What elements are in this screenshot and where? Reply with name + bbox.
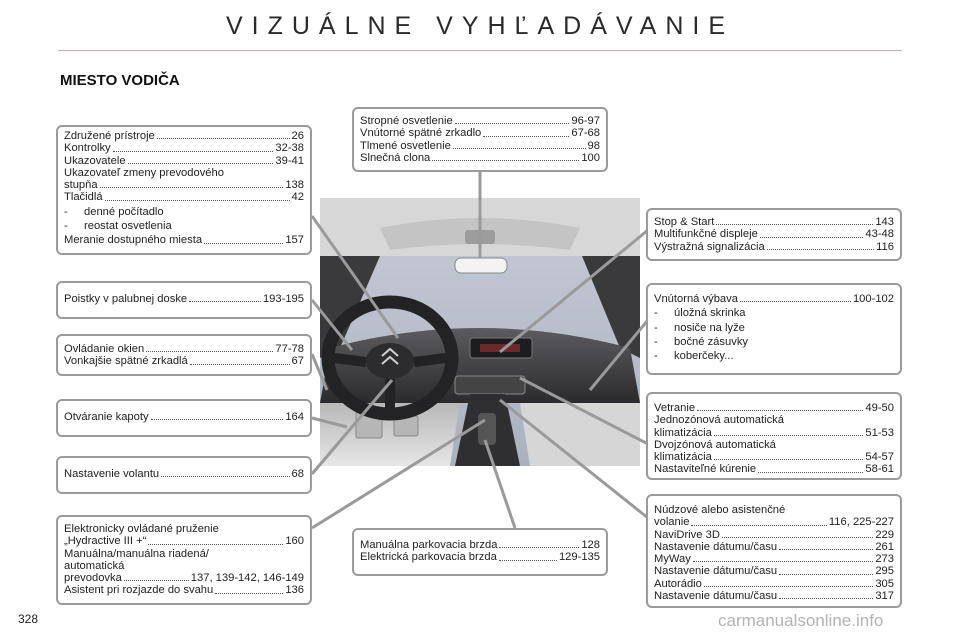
steering-box	[56, 456, 312, 494]
rear-mirror-icon	[455, 258, 507, 273]
section-heading: MIESTO VODIČA	[60, 72, 180, 89]
entry-emergency-call[interactable]: volanie 116, 225-227	[654, 516, 894, 529]
entry-rear-mirror[interactable]: Vnútorné spätné zrkadlo 67-68	[360, 127, 600, 140]
entry-programmable-heating[interactable]: Nastaviteľné kúrenie 58-61	[654, 463, 894, 476]
entry-dual-zone-line1: Dvojzónová automatická	[654, 438, 776, 451]
entry-single-zone-ac[interactable]: klimatizácia 51-53	[654, 426, 894, 439]
entry-emergency-call-line1: Núdzové alebo asistenčné	[654, 504, 786, 516]
stopstart-box	[646, 208, 902, 261]
entry-manual-parking-brake[interactable]: Manuálna parkovacia brzda 128	[360, 539, 600, 551]
entry-suspension-line1: Elektronicky ovládané pruženie	[64, 523, 219, 535]
sub-side-drawers: - bočné zásuvky	[654, 335, 749, 348]
instruments-box	[56, 125, 312, 255]
entry-hazard-warning[interactable]: Výstražná signalizácia 116	[654, 240, 894, 253]
entry-steering-adjust[interactable]: Nastavenie volantu 68	[64, 468, 304, 480]
entry-hill-start[interactable]: Asistent pri rozjazde do svahu 136	[64, 584, 304, 597]
entry-courtesy-lights[interactable]: Stropné osvetlenie 96-97	[360, 115, 600, 127]
sub-ski-carrier: - nosiče na lyže	[654, 321, 745, 334]
entry-date-time-2[interactable]: Nastavenie dátumu/času 295	[654, 565, 894, 578]
sub-glove-box: - úložná skrinka	[654, 307, 746, 320]
climate-panel	[455, 376, 525, 394]
entry-multifunction-displays[interactable]: Multifunkčné displeje 43-48	[654, 228, 894, 241]
lights-box	[352, 107, 608, 172]
windows-box	[56, 334, 312, 376]
entry-gearbox-line2: automatická	[64, 559, 125, 572]
entry-date-time-1[interactable]: Nastavenie dátumu/času 261	[654, 540, 894, 553]
cockpit-illustration	[320, 198, 640, 466]
entry-interior-fittings[interactable]: Vnútorná výbava 100-102	[654, 293, 894, 305]
entry-gearbox[interactable]: prevodovka 137, 139-142, 146-149	[64, 572, 304, 585]
entry-dual-zone-ac[interactable]: klimatizácia 54-57	[654, 451, 894, 464]
entry-radio[interactable]: Autorádio 305	[654, 577, 894, 590]
page-number: 328	[18, 612, 39, 626]
entry-door-mirrors[interactable]: Vonkajšie spätné zrkadlá 67	[64, 355, 304, 368]
entry-window-controls[interactable]: Ovládanie okien 77-78	[64, 343, 304, 355]
parking-box	[352, 528, 608, 576]
entry-electric-parking-brake[interactable]: Elektrická parkovacia brzda 129-135	[360, 551, 600, 564]
page-title: VIZUÁLNE VYHĽADÁVANIE	[225, 12, 735, 40]
entry-date-time-3[interactable]: Nastavenie dátumu/času 317	[654, 590, 894, 603]
entry-stop-start[interactable]: Stop & Start 143	[654, 216, 894, 228]
entry-gearbox-line1: Manuálna/manuálna riadená/	[64, 547, 209, 560]
title-rule	[58, 50, 902, 51]
climate-box	[646, 392, 902, 480]
entry-warning-lights[interactable]: Kontrolky 32-38	[64, 142, 304, 155]
entry-single-zone-line1: Jednozónová automatická	[654, 414, 784, 427]
entry-myway[interactable]: MyWay 273	[654, 553, 894, 566]
entry-buttons[interactable]: Tlačidlá 42	[64, 191, 304, 204]
fuses-box	[56, 281, 312, 319]
sub-lighting-dimmer: - reostat osvetlenia	[64, 220, 172, 233]
entry-bonnet[interactable]: Otváranie kapoty 164	[64, 411, 304, 423]
ceiling-light-icon	[465, 230, 495, 244]
audio-box	[646, 494, 902, 608]
watermark: carmanualsonline.info	[718, 611, 884, 630]
entry-navidrive[interactable]: NaviDrive 3D 229	[654, 528, 894, 541]
bonnet-box	[56, 399, 312, 437]
entry-indicators[interactable]: Ukazovatele 39-41	[64, 154, 304, 167]
entry-sun-visor[interactable]: Slnečná clona 100	[360, 151, 600, 164]
gear-selector-icon	[478, 413, 496, 445]
entry-ventilation[interactable]: Vetranie 49-50	[654, 402, 894, 414]
entry-instruments[interactable]: Združené prístroje 26	[64, 130, 304, 142]
entry-gear-indicator[interactable]: stupňa 138	[64, 179, 304, 192]
entry-fuses[interactable]: Poistky v palubnej doske 193-195	[64, 293, 304, 305]
entry-dimmed-lighting[interactable]: Tlmené osvetlenie 98	[360, 139, 600, 152]
sub-mats: - koberčeky...	[654, 350, 734, 363]
entry-hydractive[interactable]: „Hydractive III +“ 160	[64, 535, 304, 548]
entry-space-measurement[interactable]: Meranie dostupného miesta 157	[64, 234, 304, 247]
interior-box	[646, 283, 902, 375]
entry-gear-indicator-line1: Ukazovateľ zmeny prevodového	[64, 166, 224, 179]
sub-trip-counter: - denné počítadlo	[64, 205, 164, 218]
suspension-box	[56, 515, 312, 605]
